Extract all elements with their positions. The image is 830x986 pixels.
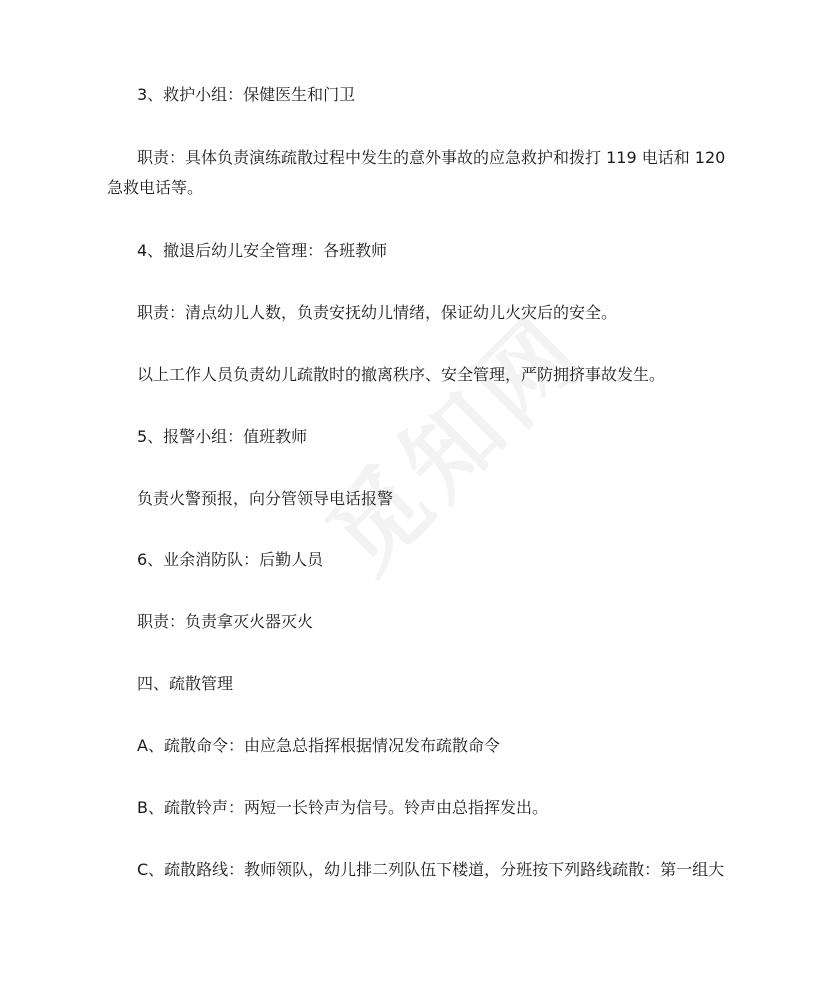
- paragraph-alarm-team: 5、报警小组：值班教师: [137, 427, 308, 446]
- paragraph-safety-team: 4、撤退后幼儿安全管理：各班教师: [137, 241, 388, 260]
- paragraph-rescue-team: 3、救护小组：保健医生和门卫: [137, 85, 356, 104]
- paragraph-fire-duty: 职责：负责拿灭火器灭火: [137, 612, 314, 631]
- paragraph-safety-duty: 职责：清点幼儿人数，负责安抚幼儿情绪，保证幼儿火灾后的安全。: [137, 303, 618, 322]
- paragraph-fire-team: 6、业余消防队：后勤人员: [137, 550, 324, 569]
- paragraph-alarm-duty: 负责火警预报，向分管领导电话报警: [137, 489, 394, 508]
- paragraph-evacuation-route: C、疏散路线：教师领队，幼儿排二列队伍下楼道，分班按下列路线疏散：第一组大: [137, 860, 725, 879]
- paragraph-evacuation-bell: B、疏散铃声：两短一长铃声为信号。铃声由总指挥发出。: [137, 798, 548, 817]
- section-heading-evacuation: 四、疏散管理: [137, 674, 234, 693]
- paragraph-rescue-duty: 职责：具体负责演练疏散过程中发生的意外事故的应急救护和拨打 119 电话和 120 急救电话等。: [107, 148, 726, 197]
- paragraph-summary: 以上工作人员负责幼儿疏散时的撤离秩序、安全管理，严防拥挤事故发生。: [137, 365, 666, 384]
- paragraph-evacuation-command: A、疏散命令：由应急总指挥根据情况发布疏散命令: [137, 736, 500, 755]
